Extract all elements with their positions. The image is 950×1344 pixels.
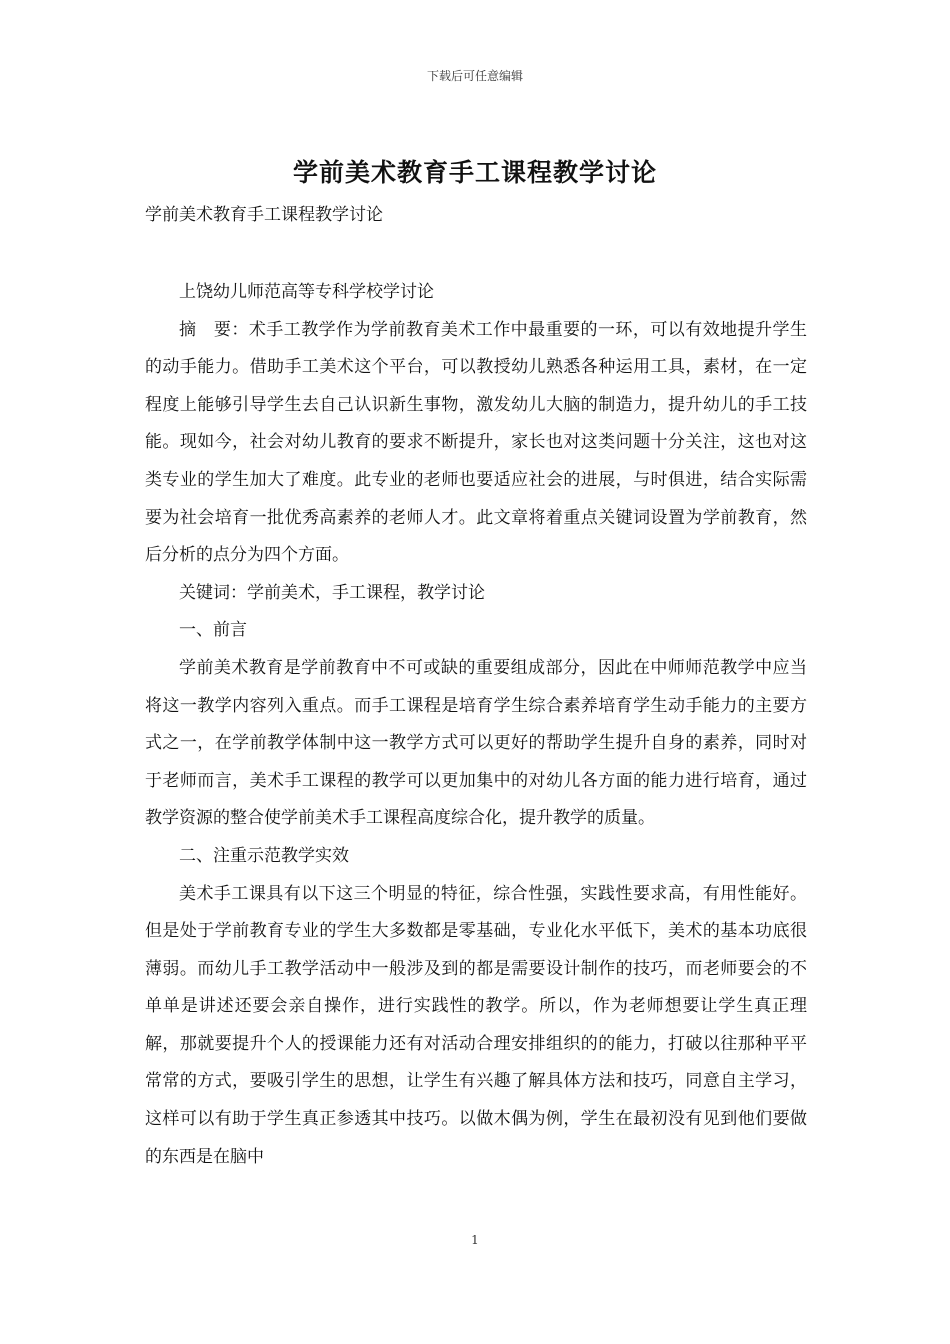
page-number: 1 xyxy=(471,1233,479,1247)
section-heading-intro: 一、前言 xyxy=(179,620,247,641)
document-subtitle: 学前美术教育手工课程教学讨论 xyxy=(145,205,383,225)
section-heading-demonstration: 二、注重示范教学实效 xyxy=(179,845,349,866)
header-note: 下载后可任意编辑 xyxy=(426,69,523,83)
abstract-paragraph: 摘 要：术手工教学作为学前教育美术工作中最重要的一环，可以有效地提升学生的动手能力。借助手工美术这个平台，可以教授幼儿熟悉各种运用工具，素材，在一定程度上能够引导学生去自己认识新生事物，激发幼儿大脑的制造力，提升幼儿的手工技能。现如今，社会对幼儿教育的要求不断提升，家长也对这类问题十分关注，这也对这类专业的学生加大了难度。此专业的老师也要适应社会的进展，与时俱进，结合实际需要为社会培育一批优秀高素养的老师人才。此文章将着重点关键词设置为学前教育，然后分析的点分为四个方面。 xyxy=(145,319,807,566)
intro-paragraph: 学前美术教育是学前教育中不可或缺的重要组成部分，因此在中师师范教学中应当将这一教学内容列入重点。而手工课程是培育学生综合素养培育学生动手能力的主要方式之一，在学前教学体制中这一教学方式可以更好的帮助学生提升自身的素养，同时对于老师而言，美术手工课程的教学可以更加集中的对幼儿各方面的能力进行培育，通过教学资源的整合使学前美术手工课程高度综合化，提升教学的质量。 xyxy=(145,657,807,829)
author-affiliation: 上饶幼儿师范高等专科学校学讨论 xyxy=(179,282,434,302)
document-title: 学前美术教育手工课程教学讨论 xyxy=(292,158,657,187)
demonstration-paragraph: 美术手工课具有以下这三个明显的特征，综合性强，实践性要求高，有用性能好。但是处于学前教育专业的学生大多数都是零基础，专业化水平低下，美术的基本功底很薄弱。而幼儿手工教学活动中一般涉及到的都是需要设计制作的技巧，而老师要会的不单单是讲述还要会亲自操作，进行实践性的教学。所以，作为老师想要让学生真正理解，那就要提升个人的授课能力还有对活动合理安排组织的的能力，打破以往那种平平常常的方式，要吸引学生的思想，让学生有兴趣了解具体方法和技巧，同意自主学习，这样可以有助于学生真正参透其中技巧。以做木偶为例，学生在最初没有见到他们要做的东西是在脑中 xyxy=(145,883,807,1167)
keywords-paragraph: 关键词：学前美术，手工课程，教学讨论 xyxy=(179,582,485,603)
document-body xyxy=(145,274,807,1176)
